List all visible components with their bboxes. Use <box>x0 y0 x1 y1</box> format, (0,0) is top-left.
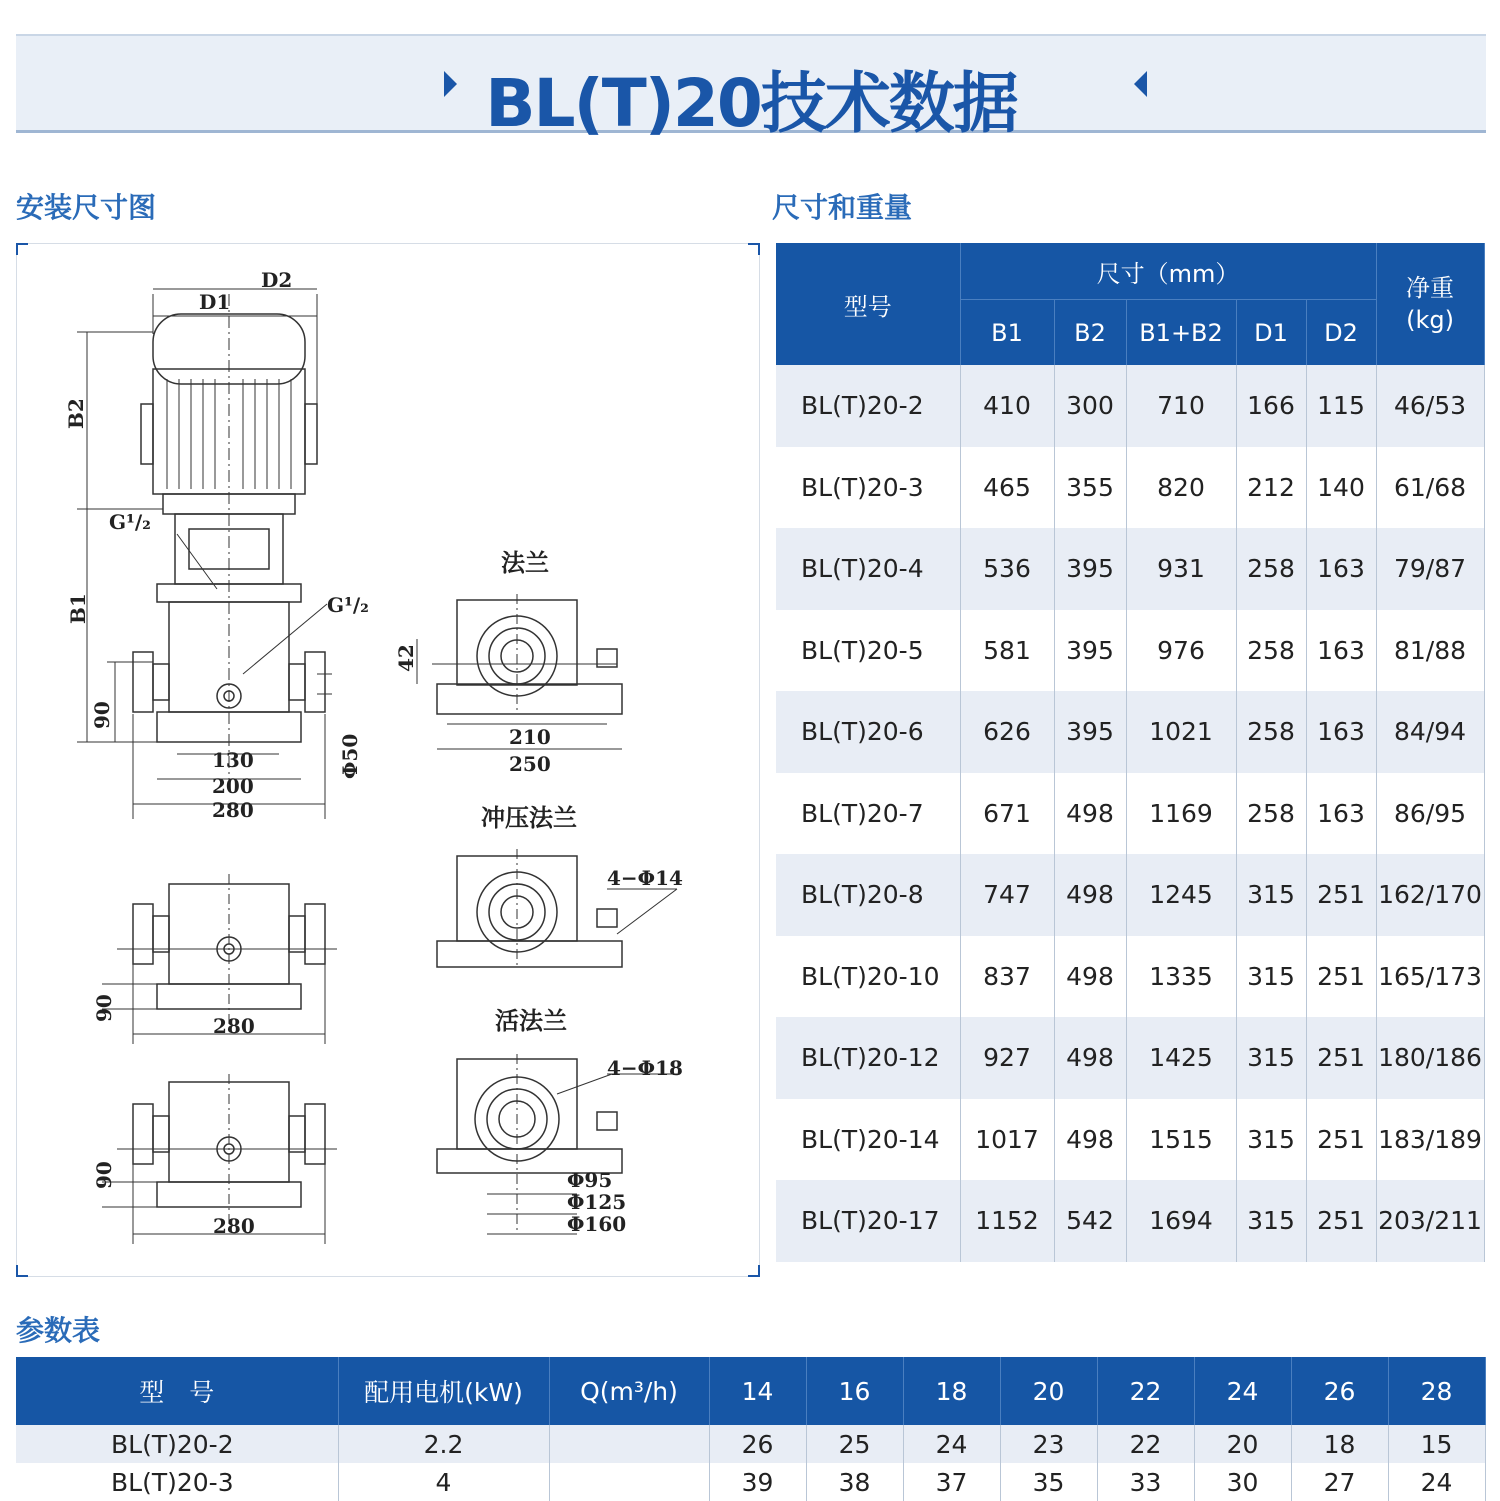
label-phi125: Φ125 <box>567 1190 627 1214</box>
header-b1b2: B1+B2 <box>1126 300 1236 366</box>
param-cell <box>549 1425 709 1463</box>
cell-d1: 315 <box>1236 1017 1306 1099</box>
cell-model: BL(T)20-14 <box>776 1099 960 1181</box>
cell-d1: 258 <box>1236 610 1306 692</box>
label-w280c: 280 <box>213 1214 255 1238</box>
cell-weight: 61/68 <box>1376 447 1484 529</box>
param-header-6: 20 <box>1000 1357 1097 1425</box>
parameter-table <box>16 1357 1486 1501</box>
label-g-top: G¹/₂ <box>109 510 151 534</box>
label-h90a: 90 <box>90 701 114 729</box>
param-cell: 15 <box>1388 1425 1485 1463</box>
cell-model: BL(T)20-10 <box>776 936 960 1018</box>
cell-weight: 203/211 <box>1376 1180 1484 1262</box>
table-row <box>776 610 1484 692</box>
param-cell: 24 <box>1388 1463 1485 1501</box>
table-row <box>776 1099 1484 1181</box>
cell-weight: 165/173 <box>1376 936 1484 1018</box>
cell-weight: 46/53 <box>1376 365 1484 447</box>
cell-d1: 166 <box>1236 365 1306 447</box>
cell-b1: 927 <box>960 1017 1054 1099</box>
param-cell: 30 <box>1194 1463 1291 1501</box>
label-d1: D1 <box>199 290 231 314</box>
dimensions-weight-table <box>776 243 1485 1262</box>
param-header-10: 28 <box>1388 1357 1485 1425</box>
param-cell: 38 <box>806 1463 903 1501</box>
param-header-2: Q(m³/h) <box>549 1357 709 1425</box>
cell-b1: 410 <box>960 365 1054 447</box>
cell-b1: 581 <box>960 610 1054 692</box>
cell-b1b2: 710 <box>1126 365 1236 447</box>
param-cell: 24 <box>903 1425 1000 1463</box>
cell-model: BL(T)20-8 <box>776 854 960 936</box>
param-cell: 4 <box>338 1463 549 1501</box>
param-cell: 33 <box>1097 1463 1194 1501</box>
cell-d2: 251 <box>1306 1017 1376 1099</box>
cell-b1: 671 <box>960 773 1054 855</box>
header-b2: B2 <box>1054 300 1126 366</box>
label-w210: 210 <box>509 725 551 749</box>
label-flange-title: 法兰 <box>501 548 549 577</box>
cell-b2: 395 <box>1054 691 1126 773</box>
table-row <box>776 936 1484 1018</box>
cell-d2: 163 <box>1306 691 1376 773</box>
cell-b1: 1017 <box>960 1099 1054 1181</box>
param-header-0: 型 号 <box>16 1357 338 1425</box>
cell-model: BL(T)20-4 <box>776 528 960 610</box>
cell-model: BL(T)20-17 <box>776 1180 960 1262</box>
page-title: BL(T)20技术数据 <box>485 65 1017 142</box>
pump-drawing <box>17 244 759 1276</box>
cell-d1: 258 <box>1236 528 1306 610</box>
label-phi95: Φ95 <box>567 1168 613 1192</box>
label-w280b: 280 <box>213 1014 255 1038</box>
cell-b1: 837 <box>960 936 1054 1018</box>
section-title-install: 安装尺寸图 <box>16 191 157 224</box>
section-title-dims: 尺寸和重量 <box>772 191 913 224</box>
label-phi50: Φ50 <box>338 733 362 779</box>
cell-b2: 395 <box>1054 528 1126 610</box>
param-header-9: 26 <box>1291 1357 1388 1425</box>
cell-b1b2: 1335 <box>1126 936 1236 1018</box>
param-header-4: 16 <box>806 1357 903 1425</box>
param-cell: 20 <box>1194 1425 1291 1463</box>
cell-b1b2: 820 <box>1126 447 1236 529</box>
label-w250: 250 <box>509 752 551 776</box>
param-cell: 35 <box>1000 1463 1097 1501</box>
label-h90b: 90 <box>92 994 116 1022</box>
label-holes14: 4−Φ14 <box>607 866 683 890</box>
cell-model: BL(T)20-6 <box>776 691 960 773</box>
header-d2: D2 <box>1306 300 1376 366</box>
cell-d2: 251 <box>1306 1180 1376 1262</box>
param-cell: 18 <box>1291 1425 1388 1463</box>
cell-d2: 163 <box>1306 610 1376 692</box>
cell-d1: 258 <box>1236 691 1306 773</box>
cell-b2: 300 <box>1054 365 1126 447</box>
param-cell <box>549 1463 709 1501</box>
table-row <box>776 528 1484 610</box>
cell-b2: 355 <box>1054 447 1126 529</box>
cell-d1: 315 <box>1236 854 1306 936</box>
cell-d2: 251 <box>1306 1099 1376 1181</box>
table-row <box>776 447 1484 529</box>
label-stamped-title: 冲压法兰 <box>481 803 577 832</box>
label-loose-title: 活法兰 <box>495 1006 567 1035</box>
cell-d1: 315 <box>1236 1099 1306 1181</box>
label-b2: B2 <box>64 398 88 429</box>
param-cell: 39 <box>709 1463 806 1501</box>
param-header-8: 24 <box>1194 1357 1291 1425</box>
label-phi160: Φ160 <box>567 1212 627 1236</box>
param-cell: 27 <box>1291 1463 1388 1501</box>
cell-b1b2: 1169 <box>1126 773 1236 855</box>
cell-d2: 140 <box>1306 447 1376 529</box>
param-cell: BL(T)20-2 <box>16 1425 338 1463</box>
cell-weight: 81/88 <box>1376 610 1484 692</box>
param-header-3: 14 <box>709 1357 806 1425</box>
label-d2: D2 <box>261 268 293 292</box>
cell-d2: 163 <box>1306 773 1376 855</box>
header-dims: 尺寸（mm） <box>960 243 1376 300</box>
label-b1: B1 <box>66 593 90 624</box>
cell-b1b2: 976 <box>1126 610 1236 692</box>
cell-d1: 315 <box>1236 936 1306 1018</box>
cell-model: BL(T)20-12 <box>776 1017 960 1099</box>
table-row <box>776 773 1484 855</box>
label-g-side: G¹/₂ <box>327 593 369 617</box>
cell-b1b2: 1515 <box>1126 1099 1236 1181</box>
table-row <box>16 1425 1485 1463</box>
arrow-left-icon <box>1134 71 1147 97</box>
param-cell: 25 <box>806 1425 903 1463</box>
cell-b1b2: 1694 <box>1126 1180 1236 1262</box>
title-banner <box>16 34 1486 142</box>
cell-model: BL(T)20-7 <box>776 773 960 855</box>
table-row <box>776 854 1484 936</box>
cell-b2: 498 <box>1054 773 1126 855</box>
cell-b1: 536 <box>960 528 1054 610</box>
cell-d1: 258 <box>1236 773 1306 855</box>
param-cell: 2.2 <box>338 1425 549 1463</box>
param-header-1: 配用电机(kW) <box>338 1357 549 1425</box>
cell-b2: 395 <box>1054 610 1126 692</box>
cell-b1b2: 1425 <box>1126 1017 1236 1099</box>
cell-b2: 498 <box>1054 854 1126 936</box>
pump-elevation <box>77 289 332 819</box>
cell-d2: 251 <box>1306 854 1376 936</box>
param-header-5: 18 <box>903 1357 1000 1425</box>
label-h90c: 90 <box>92 1161 116 1189</box>
param-cell: 22 <box>1097 1425 1194 1463</box>
cell-d2: 251 <box>1306 936 1376 1018</box>
table-row <box>776 1180 1484 1262</box>
label-holes18: 4−Φ18 <box>607 1056 683 1080</box>
cell-model: BL(T)20-3 <box>776 447 960 529</box>
cell-weight: 84/94 <box>1376 691 1484 773</box>
cell-b1b2: 931 <box>1126 528 1236 610</box>
cell-b1b2: 1245 <box>1126 854 1236 936</box>
table-row <box>776 365 1484 447</box>
param-cell: BL(T)20-3 <box>16 1463 338 1501</box>
label-w130: 130 <box>212 748 254 772</box>
cell-b2: 542 <box>1054 1180 1126 1262</box>
cell-weight: 180/186 <box>1376 1017 1484 1099</box>
table-row <box>776 691 1484 773</box>
param-cell: 23 <box>1000 1425 1097 1463</box>
cell-b2: 498 <box>1054 936 1126 1018</box>
cell-b2: 498 <box>1054 1099 1126 1181</box>
cell-d2: 163 <box>1306 528 1376 610</box>
cell-b2: 498 <box>1054 1017 1126 1099</box>
cell-d1: 212 <box>1236 447 1306 529</box>
header-d1: D1 <box>1236 300 1306 366</box>
cell-b1b2: 1021 <box>1126 691 1236 773</box>
header-model: 型号 <box>776 243 960 365</box>
table-row <box>776 1017 1484 1099</box>
label-w200: 200 <box>212 774 254 798</box>
cell-b1: 747 <box>960 854 1054 936</box>
cell-b1: 465 <box>960 447 1054 529</box>
section-title-params: 参数表 <box>16 1314 101 1347</box>
param-cell: 26 <box>709 1425 806 1463</box>
cell-model: BL(T)20-2 <box>776 365 960 447</box>
cell-weight: 162/170 <box>1376 854 1484 936</box>
cell-b1: 1152 <box>960 1180 1054 1262</box>
cell-weight: 183/189 <box>1376 1099 1484 1181</box>
cell-b1: 626 <box>960 691 1054 773</box>
header-weight: 净重 (kg) <box>1376 243 1484 365</box>
install-drawing-panel <box>16 243 760 1277</box>
cell-weight: 79/87 <box>1376 528 1484 610</box>
cell-model: BL(T)20-5 <box>776 610 960 692</box>
header-b1: B1 <box>960 300 1054 366</box>
cell-weight: 86/95 <box>1376 773 1484 855</box>
table-row <box>16 1463 1485 1501</box>
param-cell: 37 <box>903 1463 1000 1501</box>
loose-flange-view <box>437 1054 677 1234</box>
param-header-7: 22 <box>1097 1357 1194 1425</box>
label-h42: 42 <box>394 644 418 672</box>
cell-d1: 315 <box>1236 1180 1306 1262</box>
cell-d2: 115 <box>1306 365 1376 447</box>
label-w280a: 280 <box>212 798 254 822</box>
